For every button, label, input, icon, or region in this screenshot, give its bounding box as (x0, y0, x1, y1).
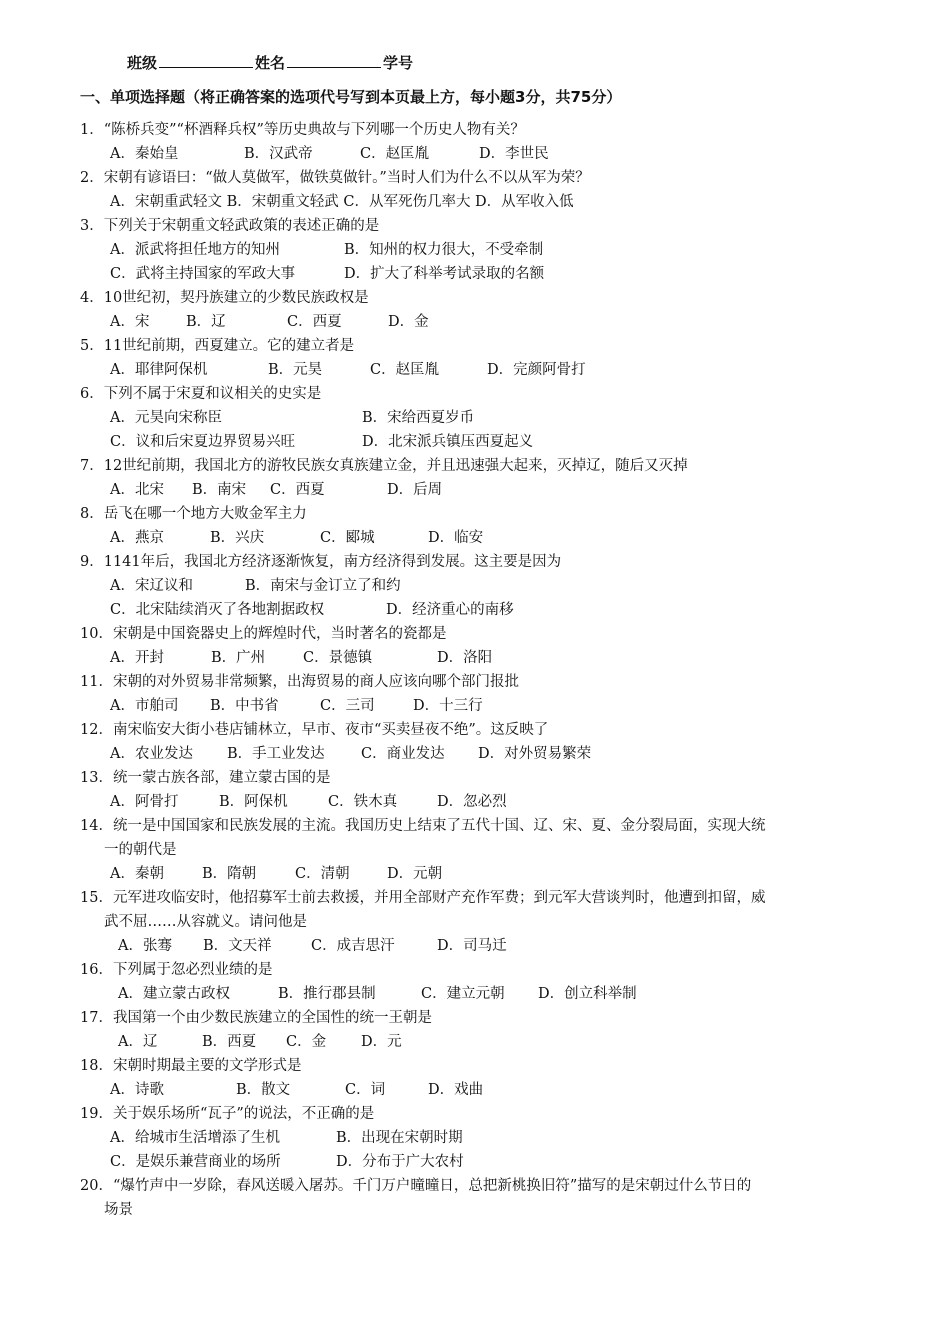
q12-option-a: A．农业发达 (110, 746, 193, 762)
q11-option-c: C．三司 (320, 698, 375, 714)
q5-option-c: C．赵匡胤 (370, 362, 440, 378)
question-8: 8．岳飞在哪一个地方大败金军主力 (80, 506, 307, 522)
question-9: 9．1141年后，我国北方经济逐渐恢复，南方经济得到发展。这主要是因为 (80, 554, 562, 570)
q16-option-c: C．建立元朝 (421, 986, 505, 1002)
q6-option-a: A．元昊向宋称臣 (110, 410, 222, 426)
q8-option-d: D．临安 (428, 530, 484, 546)
q12-option-d: D．对外贸易繁荣 (478, 746, 592, 762)
question-16: 16．下列属于忽必烈业绩的是 (80, 962, 273, 978)
q18-option-b: B．散文 (236, 1082, 291, 1098)
q13-option-d: D．忽必烈 (437, 794, 507, 810)
q1-option-b: B．汉武帝 (244, 146, 313, 162)
q11-option-a: A．市舶司 (110, 698, 179, 714)
q5-option-a: A．耶律阿保机 (110, 362, 208, 378)
student-id-label: 学号 (383, 54, 414, 72)
q7-option-c: C．西夏 (270, 482, 325, 498)
q10-option-c: C．景德镇 (303, 650, 373, 666)
question-3: 3．下列关于宋朝重文轻武政策的表述正确的是 (80, 218, 380, 234)
q1-option-a: A．秦始皇 (110, 146, 179, 162)
q4-option-b: B．辽 (186, 314, 226, 330)
q19-option-d: D．分布于广大农村 (336, 1154, 464, 1170)
q19-option-c: C．是娱乐兼营商业的场所 (110, 1154, 281, 1170)
q7-option-b: B．南宋 (192, 482, 247, 498)
q11-option-b: B．中书省 (210, 698, 279, 714)
question-14-cont: 一的朝代是 (104, 842, 177, 858)
question-2: 2．宋朝有谚语曰：“做人莫做军，做铁莫做针。”当时人们为什么不以从军为荣？ (80, 170, 590, 186)
q14-option-d: D．元朝 (387, 866, 443, 882)
q16-option-b: B．推行郡县制 (278, 986, 376, 1002)
q13-option-a: A．阿骨打 (110, 794, 179, 810)
q7-option-a: A．北宋 (110, 482, 164, 498)
q15-option-d: D．司马迁 (437, 938, 507, 954)
q16-option-d: D．创立科举制 (538, 986, 637, 1002)
q16-option-a: A．建立蒙古政权 (118, 986, 230, 1002)
q12-option-c: C．商业发达 (361, 746, 445, 762)
q9-option-b: B．南宋与金订立了和约 (245, 578, 401, 594)
question-4: 4．10世纪初，契丹族建立的少数民族政权是 (80, 290, 369, 306)
q4-option-d: D．金 (388, 314, 429, 330)
q17-option-c: C．金 (286, 1034, 327, 1050)
q3-option-d: D．扩大了科举考试录取的名额 (344, 266, 545, 282)
question-19: 19．关于娱乐场所“瓦子”的说法，不正确的是 (80, 1106, 375, 1122)
q6-option-d: D．北宋派兵镇压西夏起义 (362, 434, 534, 450)
q10-option-d: D．洛阳 (437, 650, 493, 666)
q1-option-c: C．赵匡胤 (360, 146, 430, 162)
class-label: 班级 (127, 54, 158, 72)
q15-option-a: A．张骞 (118, 938, 172, 954)
q6-option-b: B．宋给西夏岁币 (362, 410, 475, 426)
q18-option-c: C．词 (345, 1082, 386, 1098)
q3-option-a: A．派武将担任地方的知州 (110, 242, 280, 258)
q8-option-a: A．燕京 (110, 530, 164, 546)
q19-option-b: B．出现在宋朝时期 (336, 1130, 463, 1146)
question-13: 13．统一蒙古族各部，建立蒙古国的是 (80, 770, 331, 786)
question-18: 18．宋朝时期最主要的文学形式是 (80, 1058, 302, 1074)
question-15-cont: 武不屈……从容就义。请问他是 (104, 914, 307, 930)
question-10: 10．宋朝是中国瓷器史上的辉煌时代，当时著名的瓷都是 (80, 626, 447, 642)
question-17: 17．我国第一个由少数民族建立的全国性的统一王朝是 (80, 1010, 432, 1026)
q1-option-d: D．李世民 (479, 146, 549, 162)
q4-option-c: C．西夏 (287, 314, 342, 330)
q10-option-a: A．开封 (110, 650, 164, 666)
q9-option-d: D．经济重心的南移 (386, 602, 514, 618)
q5-option-d: D．完颜阿骨打 (487, 362, 586, 378)
q17-option-a: A．辽 (118, 1034, 158, 1050)
q4-option-a: A．宋 (110, 314, 150, 330)
question-5: 5．11世纪前期，西夏建立。它的建立者是 (80, 338, 355, 354)
question-6: 6．下列不属于宋夏和议相关的史实是 (80, 386, 322, 402)
q14-option-c: C．清朝 (295, 866, 350, 882)
question-11: 11．宋朝的对外贸易非常频繁，出海贸易的商人应该向哪个部门报批 (80, 674, 519, 690)
q8-option-c: C．郾城 (320, 530, 375, 546)
q18-option-d: D．戏曲 (428, 1082, 484, 1098)
question-7: 7．12世纪前期，我国北方的游牧民族女真族建立金，并且迅速强大起来，灭掉辽，随后又灭掉 (80, 458, 688, 474)
q2-options: A．宋朝重武轻文 B．宋朝重文轻武 C．从军死伤几率大 D．从军收入低 (110, 194, 574, 210)
q13-option-c: C．铁木真 (328, 794, 398, 810)
q12-option-b: B．手工业发达 (227, 746, 325, 762)
section-title: 一、单项选择题（将正确答案的选项代号写到本页最上方，每小题3分，共75分） (80, 88, 622, 106)
q8-option-b: B．兴庆 (210, 530, 265, 546)
name-label: 姓名 (255, 54, 286, 72)
q3-option-c: C．武将主持国家的军政大事 (110, 266, 296, 282)
student-info-header (127, 52, 413, 73)
name-blank[interactable] (287, 53, 381, 68)
question-1: 1．“陈桥兵变”“杯酒释兵权”等历史典故与下列哪一个历史人物有关？ (80, 122, 525, 138)
q17-option-b: B．西夏 (202, 1034, 257, 1050)
question-12: 12．南宋临安大街小巷店铺林立，早市、夜市“买卖昼夜不绝”。这反映了 (80, 722, 549, 738)
q17-option-d: D．元 (361, 1034, 402, 1050)
question-20-cont: 场景 (104, 1202, 133, 1218)
q14-option-b: B．隋朝 (202, 866, 257, 882)
q19-option-a: A．给城市生活增添了生机 (110, 1130, 280, 1146)
q7-option-d: D．后周 (387, 482, 443, 498)
q3-option-b: B．知州的权力很大，不受牵制 (344, 242, 544, 258)
q15-option-b: B．文天祥 (203, 938, 272, 954)
q5-option-b: B．元昊 (268, 362, 323, 378)
q15-option-c: C．成吉思汗 (311, 938, 395, 954)
question-14: 14．统一是中国国家和民族发展的主流。我国历史上结束了五代十国、辽、宋、夏、金分裂局面，实现大统 (80, 818, 766, 834)
q18-option-a: A．诗歌 (110, 1082, 164, 1098)
q9-option-a: A．宋辽议和 (110, 578, 193, 594)
question-20: 20．“爆竹声中一岁除，春风送暖入屠苏。千门万户曈曈日，总把新桃换旧符”描写的是宋朝过什么节日的 (80, 1178, 752, 1194)
q14-option-a: A．秦朝 (110, 866, 164, 882)
q13-option-b: B．阿保机 (219, 794, 288, 810)
q10-option-b: B．广州 (211, 650, 266, 666)
q11-option-d: D．十三行 (413, 698, 483, 714)
q9-option-c: C．北宋陆续消灭了各地割据政权 (110, 602, 325, 618)
class-blank[interactable] (159, 53, 253, 68)
q6-option-c: C．议和后宋夏边界贸易兴旺 (110, 434, 296, 450)
question-15: 15．元军进攻临安时，他招募军士前去救援，并用全部财产充作军费；到元军大营谈判时，他遭到扣留，威 (80, 890, 766, 906)
